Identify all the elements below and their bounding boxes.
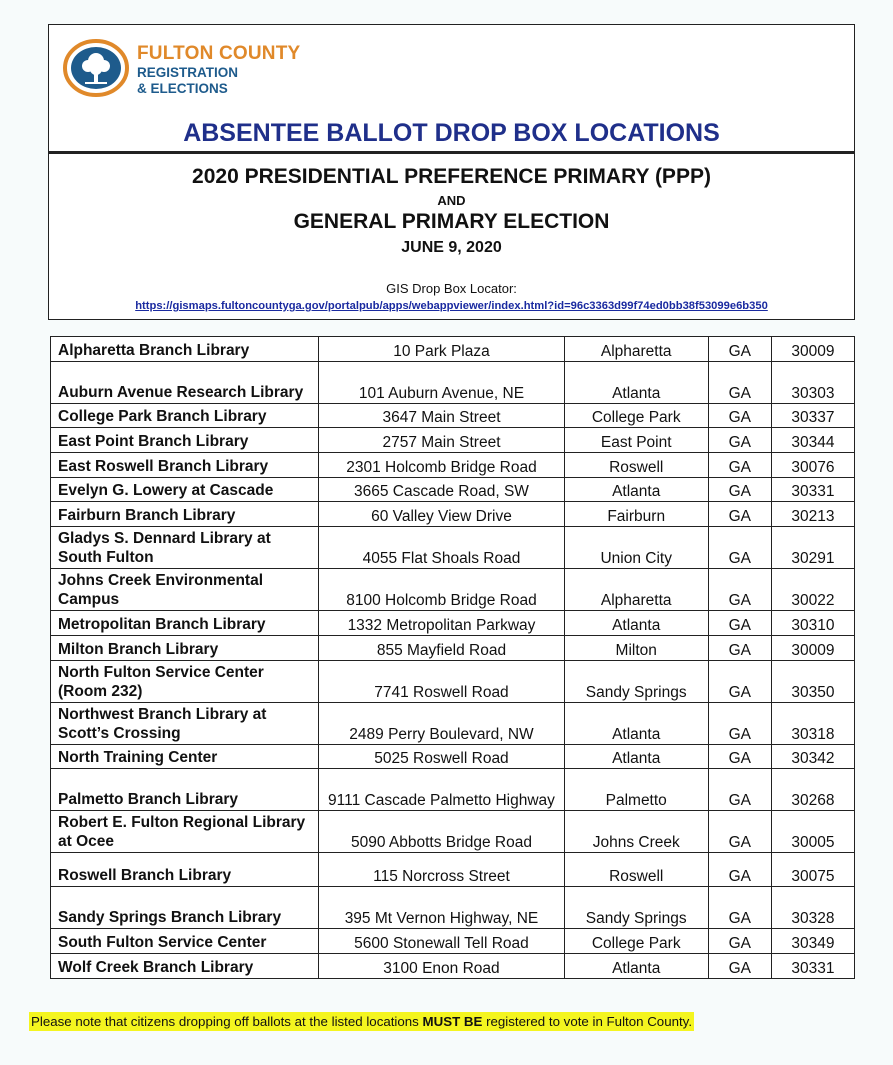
location-city: Union City xyxy=(564,527,708,569)
logo-line-1: FULTON COUNTY xyxy=(137,43,301,64)
location-state: GA xyxy=(708,887,771,929)
location-zip: 30342 xyxy=(771,744,854,769)
location-address: 3647 Main Street xyxy=(319,403,564,428)
table-row xyxy=(51,611,855,636)
location-zip: 30291 xyxy=(771,527,854,569)
location-state: GA xyxy=(708,337,771,362)
location-city: Alpharetta xyxy=(564,569,708,611)
location-city: Atlanta xyxy=(564,477,708,502)
location-city: Roswell xyxy=(564,453,708,478)
location-zip: 30022 xyxy=(771,569,854,611)
location-address: 8100 Holcomb Bridge Road xyxy=(319,569,564,611)
note-text-emphasis: MUST BE xyxy=(422,1014,483,1029)
location-zip: 30076 xyxy=(771,453,854,478)
gis-locator-link[interactable]: https://gismaps.fultoncountyga.gov/portalpub/apps/webappviewer/index.html?id=96c3363d99f74ed0bb38f53099e6b350 xyxy=(135,300,768,312)
table-row xyxy=(51,660,855,702)
location-name: North Training Center xyxy=(51,744,319,769)
location-name: East Roswell Branch Library xyxy=(51,453,319,478)
location-address: 2489 Perry Boulevard, NW xyxy=(319,702,564,744)
location-name: Northwest Branch Library at Scott’s Crossing xyxy=(51,702,319,744)
table-row xyxy=(51,853,855,887)
location-name: Robert E. Fulton Regional Library at Ocee xyxy=(51,811,319,853)
location-state: GA xyxy=(708,744,771,769)
location-state: GA xyxy=(708,453,771,478)
location-name: North Fulton Service Center (Room 232) xyxy=(51,660,319,702)
location-state: GA xyxy=(708,769,771,811)
location-name: Johns Creek Environmental Campus xyxy=(51,569,319,611)
location-state: GA xyxy=(708,502,771,527)
table-row xyxy=(51,811,855,853)
location-state: GA xyxy=(708,953,771,978)
location-state: GA xyxy=(708,702,771,744)
location-city: College Park xyxy=(564,929,708,954)
location-city: Milton xyxy=(564,635,708,660)
location-address: 5090 Abbotts Bridge Road xyxy=(319,811,564,853)
location-address: 2301 Holcomb Bridge Road xyxy=(319,453,564,478)
location-name: Sandy Springs Branch Library xyxy=(51,887,319,929)
location-name: Alpharetta Branch Library xyxy=(51,337,319,362)
header-box xyxy=(48,24,855,320)
location-zip: 30344 xyxy=(771,428,854,453)
location-name: Milton Branch Library xyxy=(51,635,319,660)
location-state: GA xyxy=(708,660,771,702)
location-address: 855 Mayfield Road xyxy=(319,635,564,660)
location-city: Atlanta xyxy=(564,702,708,744)
location-zip: 30350 xyxy=(771,660,854,702)
location-city: Atlanta xyxy=(564,611,708,636)
location-city: East Point xyxy=(564,428,708,453)
table-row xyxy=(51,403,855,428)
page-title: ABSENTEE BALLOT DROP BOX LOCATIONS xyxy=(183,119,720,147)
location-name: Evelyn G. Lowery at Cascade xyxy=(51,477,319,502)
location-city: Fairburn xyxy=(564,502,708,527)
location-name: Palmetto Branch Library xyxy=(51,769,319,811)
location-state: GA xyxy=(708,527,771,569)
location-city: Atlanta xyxy=(564,361,708,403)
note-text-start: Please note that citizens dropping off ballots at the listed locations xyxy=(31,1014,423,1029)
location-address: 3100 Enon Road xyxy=(319,953,564,978)
location-city: Johns Creek xyxy=(564,811,708,853)
location-state: GA xyxy=(708,361,771,403)
location-address: 1332 Metropolitan Parkway xyxy=(319,611,564,636)
location-name: East Point Branch Library xyxy=(51,428,319,453)
location-address: 7741 Roswell Road xyxy=(319,660,564,702)
location-name: Fairburn Branch Library xyxy=(51,502,319,527)
table-row xyxy=(51,337,855,362)
table-row xyxy=(51,502,855,527)
location-state: GA xyxy=(708,477,771,502)
location-name: Wolf Creek Branch Library xyxy=(51,953,319,978)
logo-line-3: & ELECTIONS xyxy=(137,81,228,96)
table-row xyxy=(51,569,855,611)
location-zip: 30318 xyxy=(771,702,854,744)
table-row xyxy=(51,929,855,954)
location-state: GA xyxy=(708,635,771,660)
table-row xyxy=(51,527,855,569)
location-city: Alpharetta xyxy=(564,337,708,362)
table-row xyxy=(51,744,855,769)
location-address: 4055 Flat Shoals Road xyxy=(319,527,564,569)
location-name: College Park Branch Library xyxy=(51,403,319,428)
location-zip: 30009 xyxy=(771,337,854,362)
location-city: Palmetto xyxy=(564,769,708,811)
location-address: 9111 Cascade Palmetto Highway xyxy=(319,769,564,811)
location-city: Atlanta xyxy=(564,953,708,978)
location-name: Auburn Avenue Research Library xyxy=(51,361,319,403)
location-state: GA xyxy=(708,611,771,636)
location-address: 395 Mt Vernon Highway, NE xyxy=(319,887,564,929)
location-city: Atlanta xyxy=(564,744,708,769)
location-city: Roswell xyxy=(564,853,708,887)
location-zip: 30349 xyxy=(771,929,854,954)
location-address: 101 Auburn Avenue, NE xyxy=(319,361,564,403)
locations-table-body xyxy=(51,337,855,979)
table-row xyxy=(51,953,855,978)
election-title: 2020 PRESIDENTIAL PREFERENCE PRIMARY (PPP) xyxy=(192,165,711,188)
table-row xyxy=(51,453,855,478)
location-address: 60 Valley View Drive xyxy=(319,502,564,527)
location-name: Metropolitan Branch Library xyxy=(51,611,319,636)
table-row xyxy=(51,428,855,453)
location-zip: 30331 xyxy=(771,477,854,502)
drop-box-locations-table xyxy=(50,336,855,979)
location-city: Sandy Springs xyxy=(564,887,708,929)
location-address: 10 Park Plaza xyxy=(319,337,564,362)
location-state: GA xyxy=(708,929,771,954)
location-state: GA xyxy=(708,811,771,853)
table-row xyxy=(51,361,855,403)
location-address: 3665 Cascade Road, SW xyxy=(319,477,564,502)
location-address: 5025 Roswell Road xyxy=(319,744,564,769)
location-zip: 30337 xyxy=(771,403,854,428)
location-city: Sandy Springs xyxy=(564,660,708,702)
note-text-end: registered to vote in Fulton County. xyxy=(482,1014,693,1029)
table-row xyxy=(51,477,855,502)
tree-logo-icon xyxy=(63,39,129,97)
location-address: 115 Norcross Street xyxy=(319,853,564,887)
location-state: GA xyxy=(708,853,771,887)
title-divider xyxy=(49,151,854,154)
table-row xyxy=(51,769,855,811)
table-row xyxy=(51,887,855,929)
location-address: 2757 Main Street xyxy=(319,428,564,453)
election-date: JUNE 9, 2020 xyxy=(401,239,502,256)
election-subtitle: GENERAL PRIMARY ELECTION xyxy=(293,210,610,233)
location-zip: 30005 xyxy=(771,811,854,853)
location-state: GA xyxy=(708,403,771,428)
location-state: GA xyxy=(708,428,771,453)
location-zip: 30213 xyxy=(771,502,854,527)
location-zip: 30303 xyxy=(771,361,854,403)
fulton-county-logo xyxy=(63,39,353,99)
location-name: South Fulton Service Center xyxy=(51,929,319,954)
registration-note xyxy=(29,1012,694,1031)
table-row xyxy=(51,702,855,744)
location-city: College Park xyxy=(564,403,708,428)
location-zip: 30075 xyxy=(771,853,854,887)
location-zip: 30268 xyxy=(771,769,854,811)
location-zip: 30331 xyxy=(771,953,854,978)
election-title-and: AND xyxy=(437,193,466,208)
logo-line-2: REGISTRATION xyxy=(137,65,238,80)
location-zip: 30328 xyxy=(771,887,854,929)
location-name: Gladys S. Dennard Library at South Fulton xyxy=(51,527,319,569)
table-row xyxy=(51,635,855,660)
location-zip: 30009 xyxy=(771,635,854,660)
location-state: GA xyxy=(708,569,771,611)
gis-locator-label: GIS Drop Box Locator: xyxy=(386,281,517,296)
location-zip: 30310 xyxy=(771,611,854,636)
location-name: Roswell Branch Library xyxy=(51,853,319,887)
location-address: 5600 Stonewall Tell Road xyxy=(319,929,564,954)
